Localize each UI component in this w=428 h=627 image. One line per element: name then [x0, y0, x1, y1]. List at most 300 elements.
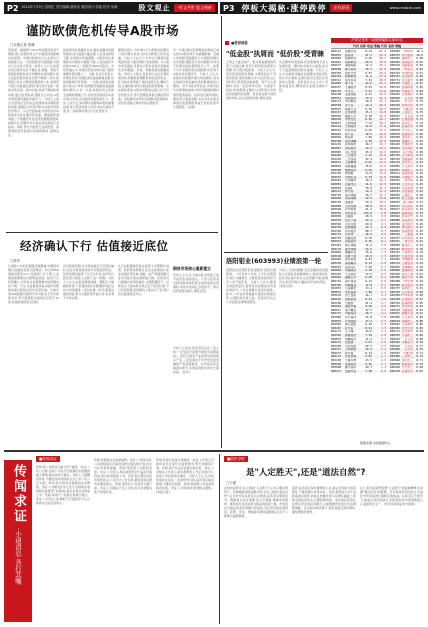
- table-cell: 2.3: [380, 344, 386, 348]
- table-cell: 600600: [331, 197, 342, 201]
- table-cell: 600230: [389, 326, 400, 330]
- table-cell: 600596: [389, 283, 400, 287]
- table-cell: 11.2: [365, 337, 372, 341]
- table-cell: 福成五丰: [345, 114, 357, 118]
- table-cell: 沧州大化: [401, 326, 413, 330]
- table-cell: 002330: [331, 172, 342, 176]
- table-cell: 35.6: [379, 60, 386, 64]
- table-cell: 13.5: [365, 359, 372, 363]
- table-cell: 9.37: [416, 200, 423, 204]
- table-cell: 10.8: [365, 100, 372, 104]
- table-cell: 600063: [389, 211, 400, 215]
- table-cell: 金枫酒业: [345, 297, 357, 301]
- table-cell: 银星能源: [401, 229, 413, 233]
- table-cell: 中国服装: [401, 258, 413, 262]
- table-cell: 10.0: [416, 53, 423, 57]
- table-cell: 16.7: [365, 294, 372, 298]
- right-tag-label: ■涨停揭秘: [231, 41, 248, 45]
- bottom-mid-col-3: 传闻:某银行将进行再融资。求证:公司表示目前资本充足率符合监管要求,暂无再融资计划。传闻:某汽车企业将推出新车型。求证:公司相关人员表示,新车型研发工作正在进行中,具体上市时间尚未确定。分析人士认为,市场传闻往往具有一定的炒作目的,投资者应保持警惕,不要盲目追涨。传闻:某能源公司将获得政府补贴。求证:公司称尚未收到相关通知。(本报记者): [156, 458, 214, 495]
- right-headline-1: "低金股"执屑而 "低价股"受青睐: [226, 50, 325, 58]
- table-cell: 600618: [389, 139, 400, 143]
- table-cell: 柳化股份: [401, 247, 413, 251]
- table-cell: 六国化工: [401, 82, 413, 86]
- table-cell: 6.7: [380, 265, 386, 269]
- table-cell: 002053: [331, 287, 342, 291]
- table-cell: 000792: [389, 85, 400, 89]
- table-cell: 海南椰岛: [345, 262, 357, 266]
- table-cell: 东方银星: [401, 53, 413, 57]
- table-cell: 000833: [331, 337, 342, 341]
- table-cell: 10.4: [365, 348, 372, 352]
- table-cell: 002124: [331, 125, 342, 129]
- table-cell: 古井贡酒: [345, 222, 357, 226]
- table-cell: 神马股份: [401, 226, 413, 230]
- table-cell: 新疆天业: [401, 312, 413, 316]
- table-cell: 中炬高新: [345, 290, 357, 294]
- table-cell: 天宝股份: [345, 272, 357, 276]
- banner-subtitle: ·小道消息 各打其嘴: [14, 528, 22, 585]
- table-cell: 远兴能源: [401, 186, 413, 190]
- table-cell: 600097: [331, 319, 342, 323]
- table-cell: 亚星化学: [401, 369, 413, 373]
- table-cell: 泸天化: [404, 100, 413, 104]
- table-cell: 9.03: [416, 283, 423, 287]
- table-cell: 9.6: [380, 215, 386, 219]
- table-cell: 20.3: [379, 107, 386, 111]
- table-cell: 古越龙山: [345, 182, 357, 186]
- table-cell: 600409: [389, 355, 400, 359]
- table-cell: ST昌九: [404, 67, 413, 71]
- table-cell: 600354: [331, 75, 342, 79]
- table-cell: 600409: [389, 111, 400, 115]
- table-cell: 000023: [389, 150, 400, 154]
- table-cell: 000793: [389, 71, 400, 75]
- table-cell: 1.5: [380, 359, 386, 363]
- table-cell: 18.1: [379, 121, 386, 125]
- table-cell: 华芳纺织: [401, 204, 413, 208]
- second-col-1: 从最新公布的宏观经济数据看,中国经济增长放缓的趋势已经确认。6月份PMI指数回落至52.1,连续两个月下滑;工业增加值增速也出现明显回落。经济下行趋势确立,市场对企业盈利增长的预期也在下调。不过,从估值角度看,A股市场整体估值已经接近历史底部区域。目前沪深300指数市盈率约为13倍,处于历史较低水平;部分蓝筹股市盈率甚至低于10倍,具备较高的安全边际。: [8, 264, 59, 305]
- table-cell: 4.56: [365, 139, 372, 143]
- table-cell: 31.8: [379, 67, 386, 71]
- table-cell: 9.84: [416, 89, 423, 93]
- table-cell: 中葡股份: [345, 269, 357, 273]
- table-cell: 5.9: [380, 280, 386, 283]
- table-cell: 12.4: [365, 64, 372, 68]
- table-cell: 25.3: [379, 82, 386, 86]
- table-cell: 000822: [389, 93, 400, 97]
- section-divider: [4, 450, 424, 452]
- table-cell: 600889: [389, 218, 400, 222]
- table-cell: 光明乳业: [345, 175, 357, 179]
- table-cell: 得利斯: [345, 172, 354, 176]
- table-cell: 9.54: [416, 161, 423, 165]
- table-cell: 14.6: [379, 154, 386, 158]
- table-cell: 9.80: [416, 96, 423, 100]
- main-headline: 谨防欧债危机传导A股市场: [26, 23, 180, 38]
- table-cell: 600691: [389, 168, 400, 172]
- table-cell: 红星发展: [401, 118, 413, 122]
- table-cell: 600191: [331, 129, 342, 133]
- table-cell: 南化股份: [401, 60, 413, 64]
- table-cell: 正邦科技: [345, 111, 357, 115]
- table-cell: 15.6: [365, 165, 372, 168]
- table-cell: 五洲明珠: [345, 121, 357, 125]
- table-cell: 8.77: [416, 344, 423, 348]
- table-cell: 600965: [331, 114, 342, 118]
- table-cell: 福成五丰: [345, 276, 357, 280]
- table-cell: 7.12: [365, 121, 372, 125]
- right-text-3: 洛阳钼业近期股价表现强势,连续出现涨停。公司发布公告称,上半年业绩预计同比大幅增长,主要原因是钼价回升及公司产能扩张。分析人士认为,随着全球经济复苏,钼等有色金属需求有望持续回升,公司业绩增长具备持续性。此外,公司在资源储备方面具有明显优势,长期投资价值凸显。投资者可关注公司后续业绩释放情况。: [226, 268, 276, 305]
- table-cell: 600467: [331, 326, 342, 330]
- table-cell: 600257: [331, 85, 342, 89]
- table-cell: 9.36: [416, 204, 423, 208]
- table-cell: 000930: [331, 118, 342, 122]
- table-cell: 7.5: [380, 251, 386, 255]
- table-cell: 600230: [389, 103, 400, 107]
- table-cell: 8.86: [416, 323, 423, 327]
- table-cell: 9.87: [365, 258, 372, 262]
- table-cell: 600331: [389, 75, 400, 79]
- table-cell: 9.12: [416, 262, 423, 266]
- table-cell: 7.7: [380, 247, 386, 251]
- table-cell: 16.7: [365, 193, 372, 197]
- table-cell: 22.1: [379, 96, 386, 100]
- table-cell: 10.5: [379, 200, 386, 204]
- table-cell: 建峰化工: [401, 57, 413, 61]
- second-side-head: 期待市场信心重新建立: [173, 266, 211, 271]
- table-cell: 600301: [389, 60, 400, 64]
- table-cell: 8.98: [416, 294, 423, 298]
- table-cell: 000920: [389, 272, 400, 276]
- table-cell: 新农开发: [345, 71, 357, 75]
- table-cell: 000698: [389, 359, 400, 363]
- table-cell: 38.6: [365, 204, 372, 208]
- bottom-mid-col-2: 传闻:某钢铁企业将被收购。求证:公司回应称,公司控股股东目前没有转让股权的计划,也未与任何机构接触。传闻:某医药公司新药获批。求证:公司表示,相关新药仍处于临床试验阶段,尚未获得批准上市。投资者应理性对待市场传闻,以公司正式公告为准,避免因盲目跟风而遭受损失。传闻:某科技公司获得大额订单。求证:公司确认已签订合同,但合同金额远低于传闻所述。: [94, 458, 152, 495]
- table-cell: 维维股份: [345, 168, 357, 172]
- table-cell: 10.9: [365, 254, 372, 258]
- table-cell: 600866: [331, 57, 342, 61]
- table-cell: 29.4: [379, 71, 386, 75]
- table-cell: 600127: [331, 50, 342, 53]
- table-cell: 000998: [331, 67, 342, 71]
- table-cell: 红星发展: [401, 254, 413, 258]
- table-cell: 9.04: [416, 280, 423, 283]
- table-cell: 隆平高科: [345, 366, 357, 370]
- main-col-3: 据海关统计,今年前5个月我国对欧盟出口同比增长较快,但环比增速已有所放缓。分析人士认为,下半年出口增速可能明显回落,对经济增长形成拖累。从A股市场表现看,近期出口型企业股价普遍承压,纺织服装、家电、机械等板块跌幅居前。市场人士建议,投资者应关注宏观政策动向,把握政策调整带来的投资机会。在当前市场环境下,保持适度仓位,精选个股,注重防御,是较为稳妥的投资策略。从估值角度看,A股市场整体估值已处于历史较低水平,部分蓝筹股具备长期投资价值。但短期内市场仍可能维持震荡格局,投资者需耐心等待市场企稳信号。: [118, 48, 169, 105]
- table-cell: 600543: [331, 240, 342, 244]
- table-cell: 11.4: [379, 190, 386, 194]
- table-cell: 14.3: [365, 190, 372, 194]
- table-cell: 红太阳: [404, 114, 413, 118]
- table-cell: 000995: [331, 258, 342, 262]
- table-cell: 华芳纺织: [401, 305, 413, 309]
- table-cell: 29.7: [365, 366, 372, 370]
- table-cell: 天康生物: [345, 359, 357, 363]
- table-cell: 000525: [389, 114, 400, 118]
- table-cell: 600073: [331, 161, 342, 165]
- table-cell: 000830: [389, 244, 400, 248]
- table-cell: 600199: [331, 254, 342, 258]
- table-cell: 新赛股份: [345, 333, 357, 337]
- table-cell: 15.6: [365, 251, 372, 255]
- table-cell: 新安股份: [401, 283, 413, 287]
- table-cell: 开创国际: [345, 319, 357, 323]
- table-cell: 美达股份: [401, 222, 413, 226]
- table-cell: 600753: [389, 53, 400, 57]
- table-cell: 8.94: [416, 305, 423, 309]
- table-cell: 9.12: [365, 280, 372, 283]
- table-cell: S*ST华塑: [400, 294, 413, 298]
- table-cell: 3.5: [380, 323, 386, 327]
- table-cell: 14.9: [379, 150, 386, 154]
- masthead-left: [4, 2, 218, 14]
- table-cell: 9.07: [416, 272, 423, 276]
- table-cell: 5.67: [365, 341, 372, 345]
- table-cell: 荣华实业: [345, 78, 357, 82]
- table-cell: 隆平高科: [345, 67, 357, 71]
- table-cell: 18.7: [365, 143, 372, 147]
- table-cell: 山东海化: [401, 323, 413, 327]
- table-cell: 7.56: [365, 265, 372, 269]
- table-cell: 600519: [331, 211, 342, 215]
- table-cell: 星湖科技: [345, 57, 357, 61]
- table-cell: 三元股份: [345, 154, 357, 158]
- table-cell: 600251: [331, 96, 342, 100]
- table-cell: 亚星化学: [401, 125, 413, 129]
- table-cell: 8.7: [380, 229, 386, 233]
- table-cell: 1.9: [380, 351, 386, 355]
- table-cell: 11.6: [365, 182, 372, 186]
- table-cell: 沙隆达A: [402, 107, 413, 111]
- table-cell: 600746: [389, 290, 400, 294]
- table-cell: 12.9: [365, 125, 372, 129]
- table-cell: 6.5: [380, 269, 386, 273]
- table-cell: 002186: [331, 301, 342, 305]
- table-cell: 江苏索普: [401, 154, 413, 158]
- table-cell: 盐湖钾肥: [401, 301, 413, 305]
- table-cell: 6.3: [380, 272, 386, 276]
- table-cell: 12.3: [365, 308, 372, 312]
- table-cell: 9.10: [416, 265, 423, 269]
- table-cell: 000509: [389, 294, 400, 298]
- table-cell: 6.1: [380, 276, 386, 280]
- table-cell: 21.3: [365, 53, 372, 57]
- table-cell: 张裕A: [345, 186, 353, 190]
- table-cell: 鲁西化工: [401, 244, 413, 248]
- table-cell: 600096: [389, 348, 400, 352]
- table-cell: 002299: [331, 344, 342, 348]
- table-cell: 000635: [389, 179, 400, 183]
- table-cell: 600470: [389, 333, 400, 337]
- table-cell: 8.12: [365, 351, 372, 355]
- table-cell: 002216: [331, 157, 342, 161]
- column-divider: [221, 16, 222, 448]
- table-cell: 600725: [389, 262, 400, 266]
- table-cell: 000876: [331, 53, 342, 57]
- table-cell: 600132: [331, 247, 342, 251]
- table-cell: 华鲁恒升: [401, 341, 413, 345]
- divider: [6, 232, 218, 233]
- page-number-right: P3: [223, 3, 235, 13]
- table-cell: 8.70: [416, 362, 423, 366]
- table-cell: 9.22: [416, 236, 423, 240]
- table-cell: 9.75: [416, 111, 423, 115]
- table-cell: 000731: [389, 121, 400, 125]
- table-cell: 9.77: [416, 103, 423, 107]
- table-cell: 10.8: [379, 197, 386, 201]
- table-cell: 600108: [331, 93, 342, 97]
- table-cell: 600429: [331, 154, 342, 158]
- table-cell: 600537: [331, 64, 342, 68]
- table-cell: 1.3: [380, 362, 386, 366]
- table-cell: 5.5: [380, 287, 386, 291]
- table-cell: 600273: [389, 204, 400, 208]
- table-cell: 000059: [389, 193, 400, 197]
- table-cell: 600426: [389, 89, 400, 93]
- table-cell: 8.5: [380, 233, 386, 237]
- table-cell: 8.97: [416, 297, 423, 301]
- bottom-mid-col-1: 传闻:某公司拟进行重大资产重组。求证:公司公告称,目前公司并无应披露而未披露的重大事项,相关传闻不属实。分析人士提醒投资者,不要轻信市场传闻,应以上市公司公告为准。传闻:某券商将获得新的业务牌照。求证:公司相关负责人表示,目前尚未收到相关监管部门的批复,相关业务仍在筹备之中。传闻:某地产公司拟出售旗下项目。求证:公司表示,此事属于正常经营行为,目前尚未达成任何协议。: [36, 465, 90, 506]
- table-cell: 000735: [331, 89, 342, 93]
- table-cell: 000596: [331, 222, 342, 226]
- table-cell: 3.7: [380, 319, 386, 323]
- table-cell: 沙隆达A: [402, 351, 413, 355]
- table-cell: 600352: [389, 197, 400, 201]
- table-cell: 9.70: [416, 121, 423, 125]
- table-cell: 000911: [331, 308, 342, 312]
- table-cell: 澄星股份: [401, 132, 413, 136]
- table-cell: 6.78: [365, 269, 372, 273]
- table-cell: 8.89: [416, 315, 423, 319]
- table-cell: 000848: [331, 165, 342, 168]
- table-cell: 000639: [331, 294, 342, 298]
- table-cell: 9.98: [416, 57, 423, 61]
- table-cell: 13.5: [365, 96, 372, 100]
- table-cell: 5.1: [380, 294, 386, 298]
- main-col-2: 欧洲债务危机爆发以来,国际金融市场剧烈波动,美元指数大幅走强,大宗商品价格下跌,全球股市普遍调整。A股市场在此期间也出现较大幅度下跌,上证指数从年初的3300点一度跌至2400点附近。市场普遍认为,欧债危机是导致A股下跌的重要外部因素之一。对此,有关专家表示,欧债危机对中国经济的直接影响有限,但间接影响不容忽视。一方面,欧洲是中国最大的出口市场,欧洲经济放缓将直接影响中国出口;另一方面,欧债危机引发的全球避险情绪上升,可能导致国际资本流出新兴市场,对A股资金面形成压力。此外,人民币汇率问题也是影响A股的重要因素,欧元贬值导致人民币对欧元被动升值,进一步削弱中国出口企业竞争力。: [63, 48, 114, 113]
- table-cell: 9.09: [416, 269, 423, 273]
- table-cell: 承德露露: [345, 165, 357, 168]
- table-cell: 000731: [389, 330, 400, 334]
- table-cell: 莫高股份: [345, 240, 357, 244]
- table-cell: 金健米业: [345, 50, 357, 53]
- table-cell: 9.51: [416, 168, 423, 172]
- table-cell: 9.91: [416, 71, 423, 75]
- table-cell: 沈阳化工: [401, 136, 413, 140]
- table-cell: 9.40: [416, 193, 423, 197]
- table-cell: 山东海化: [401, 93, 413, 97]
- table-cell: 伊力特: [345, 190, 354, 194]
- table-cell: 19.6: [365, 330, 372, 334]
- table-cell: 15.8: [365, 315, 372, 319]
- table-cell: 贵州茅台: [345, 211, 357, 215]
- table-cell: 西王食品: [345, 294, 357, 298]
- table-cell: 13.8: [365, 172, 372, 176]
- table-cell: 600426: [389, 341, 400, 345]
- table-cell: 3.9: [380, 315, 386, 319]
- section-slogan-right: 必有原因: [330, 4, 352, 12]
- table-cell: 华资实业: [345, 129, 357, 133]
- table-cell: 000949: [389, 215, 400, 219]
- second-col-4: 分析人士指出,投资者可关注三条主线:一是受益于消费升级的大消费板块;二是符合国家产业政策导向的新兴产业;三是估值处于历史低位的金融地产等蓝筹板块。在市场底部区域逐步建仓,有望获得较好的中长期收益。(张华): [173, 346, 219, 375]
- table-cell: 华闻传媒: [401, 71, 413, 75]
- table-cell: 阳煤化工: [401, 168, 413, 172]
- table-cell: 全聚德: [345, 301, 354, 305]
- table-cell: 9.63: [416, 139, 423, 143]
- table-cell: 002069: [331, 82, 342, 86]
- table-cell: 盐湖钾肥: [401, 85, 413, 89]
- table-cell: 9.34: [365, 175, 372, 179]
- table-cell: 24.6: [365, 82, 372, 86]
- table-cell: 9.27: [416, 226, 423, 230]
- table-cell: 000792: [389, 301, 400, 305]
- table-cell: 600359: [331, 71, 342, 75]
- table-cell: 8.76: [416, 348, 423, 352]
- table-cell: 8.71: [416, 359, 423, 363]
- table-cell: 9.69: [416, 125, 423, 129]
- table-cell: 8.79: [416, 341, 423, 345]
- table-cell: 600737: [331, 312, 342, 316]
- table-cell: 600722: [389, 161, 400, 165]
- table-cell: 南京化纤: [401, 218, 413, 222]
- table-cell: 12.9: [379, 172, 386, 176]
- table-cell: 32.4: [365, 157, 372, 161]
- table-cell: 45.6: [365, 150, 372, 154]
- table-cell: 4.7: [380, 301, 386, 305]
- table-cell: 000683: [389, 186, 400, 190]
- table-cell: 9.87: [365, 71, 372, 75]
- main-byline: □本报记者 张峰: [10, 43, 35, 47]
- table-cell: 600305: [331, 283, 342, 287]
- table-cell: 酒鬼酒: [345, 200, 354, 204]
- table-cell: 600078: [389, 362, 400, 366]
- table-cell: 海龙科技: [401, 208, 413, 212]
- table-cell: 9.18: [416, 247, 423, 251]
- table-cell: 1.7: [380, 355, 386, 359]
- table-cell: 600616: [331, 297, 342, 301]
- table-cell: 云南盐化: [345, 287, 357, 291]
- table-cell: 600238: [331, 262, 342, 266]
- table-cell: 8.91: [416, 312, 423, 316]
- table-cell: 000799: [331, 200, 342, 204]
- table-cell: 002461: [331, 244, 342, 248]
- table-cell: 9.3: [380, 218, 386, 222]
- table-cell: 9.8: [380, 211, 386, 215]
- table-cell: 30.1: [365, 67, 372, 71]
- table-cell: 16.4: [379, 136, 386, 140]
- table-cell: 亚盛集团: [345, 93, 357, 97]
- table-cell: 泸天化: [404, 337, 413, 341]
- table-cell: 600328: [389, 182, 400, 186]
- table-cell: 8.45: [365, 118, 372, 122]
- table-cell: 方大化工: [401, 366, 413, 370]
- table-cell: 9.48: [416, 175, 423, 179]
- table-cell: 15.7: [379, 143, 386, 147]
- table-cell: 8.95: [416, 301, 423, 305]
- table-cell: 江苏索普: [401, 290, 413, 294]
- second-headline: 经济确认下行 估值接近底位: [20, 239, 169, 253]
- table-cell: 六国化工: [401, 333, 413, 337]
- table-cell: 三爱富: [404, 233, 413, 237]
- table-cell: 000737: [389, 287, 400, 291]
- table-cell: 21.7: [379, 100, 386, 104]
- table-cell: 002086: [331, 315, 342, 319]
- table-cell: 9.13: [416, 258, 423, 262]
- table-cell: 000553: [389, 351, 400, 355]
- table-cell: 上海梅林: [345, 161, 357, 165]
- table-cell: 珠江啤酒: [345, 244, 357, 248]
- section-title-right: 停板大揭秘·涨停跌停: [241, 3, 327, 13]
